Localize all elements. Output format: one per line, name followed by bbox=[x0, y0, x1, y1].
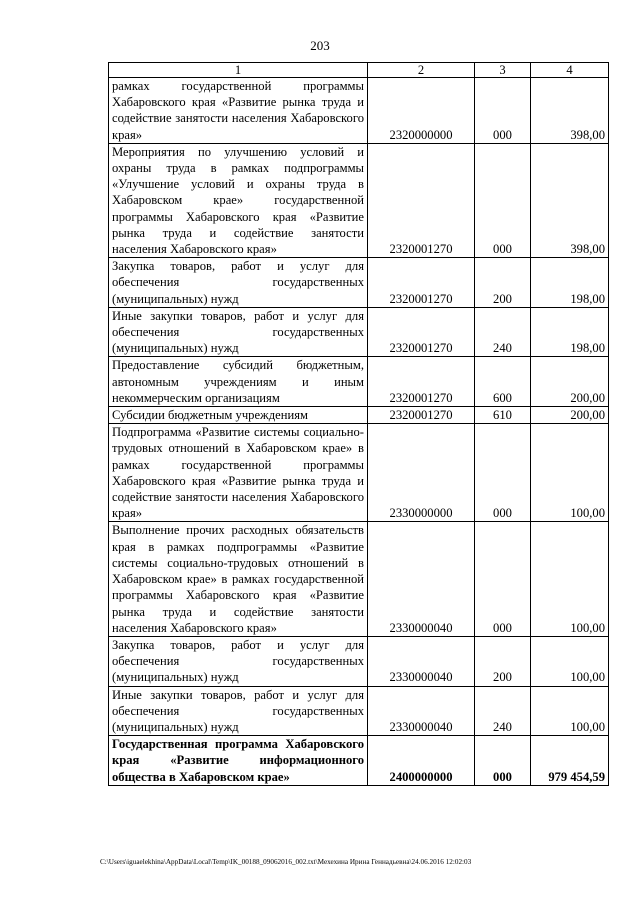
table-row bbox=[109, 143, 609, 257]
table-row bbox=[109, 424, 609, 522]
row-code: 2330000040 bbox=[368, 636, 475, 686]
row-type: 000 bbox=[475, 736, 531, 786]
header-col-3: 3 bbox=[475, 63, 531, 78]
row-name: Мероприятия по улучшению условий и охраны труда в рамках подпрограммы «Улучшение условий и охраны труда в Хабаровском крае» государственной программы Хабаровского края «Развитие рынка труда и содействие занятости населения Хабаровского края» bbox=[109, 143, 368, 257]
row-code: 2320000000 bbox=[368, 78, 475, 144]
table-row bbox=[109, 736, 609, 786]
row-code: 2330000040 bbox=[368, 686, 475, 736]
table-row bbox=[109, 258, 609, 308]
row-type: 600 bbox=[475, 357, 531, 407]
row-sum: 198,00 bbox=[531, 258, 609, 308]
row-type: 610 bbox=[475, 407, 531, 424]
table-header-row bbox=[109, 63, 609, 78]
row-code: 2320001270 bbox=[368, 407, 475, 424]
row-type: 000 bbox=[475, 424, 531, 522]
row-sum: 198,00 bbox=[531, 307, 609, 357]
row-sum: 200,00 bbox=[531, 407, 609, 424]
row-type: 000 bbox=[475, 143, 531, 257]
row-sum: 398,00 bbox=[531, 143, 609, 257]
row-code: 2330000000 bbox=[368, 424, 475, 522]
row-type: 240 bbox=[475, 307, 531, 357]
row-name: Закупка товаров, работ и услуг для обеспечения государственных (муниципальных) нужд bbox=[109, 258, 368, 308]
row-type: 200 bbox=[475, 636, 531, 686]
row-sum: 100,00 bbox=[531, 522, 609, 636]
row-sum: 100,00 bbox=[531, 636, 609, 686]
row-code: 2320001270 bbox=[368, 258, 475, 308]
row-name: рамках государственной программы Хабаровского края «Развитие рынка труда и содействие занятости населения Хабаровского края» bbox=[109, 78, 368, 144]
table-row bbox=[109, 307, 609, 357]
header-col-4: 4 bbox=[531, 63, 609, 78]
row-code: 2320001270 bbox=[368, 357, 475, 407]
budget-table bbox=[108, 62, 609, 786]
table-body bbox=[109, 78, 609, 786]
row-sum: 100,00 bbox=[531, 424, 609, 522]
row-type: 240 bbox=[475, 686, 531, 736]
row-name: Субсидии бюджетным учреждениям bbox=[109, 407, 368, 424]
row-type: 000 bbox=[475, 522, 531, 636]
header-col-2: 2 bbox=[368, 63, 475, 78]
row-sum: 200,00 bbox=[531, 357, 609, 407]
row-type: 200 bbox=[475, 258, 531, 308]
row-type: 000 bbox=[475, 78, 531, 144]
footer-file-path: C:\Users\iguaelekhina\AppData\Local\Temp\IK_00188_09062016_002.txt\Мехехина Ирина Геннадьевна\24.06.2016 12:02:03 bbox=[100, 858, 472, 866]
row-name: Иные закупки товаров, работ и услуг для обеспечения государственных (муниципальных) нужд bbox=[109, 686, 368, 736]
row-sum: 979 454,59 bbox=[531, 736, 609, 786]
table-row bbox=[109, 357, 609, 407]
row-code: 2320001270 bbox=[368, 307, 475, 357]
row-sum: 100,00 bbox=[531, 686, 609, 736]
row-name: Выполнение прочих расходных обязательств края в рамках подпрограммы «Развитие системы социально-трудовых отношений в Хабаровском крае» в рамках государственной программы Хабаровского края «Развитие рынка труда и содействие занятости населения Хабаровского края» bbox=[109, 522, 368, 636]
page-number: 203 bbox=[310, 38, 330, 53]
table-row bbox=[109, 522, 609, 636]
row-name: Государственная программа Хабаровского края «Развитие информационного общества в Хабаровском крае» bbox=[109, 736, 368, 786]
table-row bbox=[109, 636, 609, 686]
row-name: Предоставление субсидий бюджетным, автономным учреждениям и иным некоммерческим организациям bbox=[109, 357, 368, 407]
header-col-1: 1 bbox=[109, 63, 368, 78]
row-code: 2400000000 bbox=[368, 736, 475, 786]
row-sum: 398,00 bbox=[531, 78, 609, 144]
table-row bbox=[109, 407, 609, 424]
row-code: 2330000040 bbox=[368, 522, 475, 636]
row-name: Иные закупки товаров, работ и услуг для обеспечения государственных (муниципальных) нужд bbox=[109, 307, 368, 357]
table-row bbox=[109, 78, 609, 144]
row-name: Закупка товаров, работ и услуг для обеспечения государственных (муниципальных) нужд bbox=[109, 636, 368, 686]
row-code: 2320001270 bbox=[368, 143, 475, 257]
row-name: Подпрограмма «Развитие системы социально-трудовых отношений в Хабаровском крае» в рамках государственной программы Хабаровского края «Развитие рынка труда и содействие занятости населения Хабаровского края» bbox=[109, 424, 368, 522]
table-row bbox=[109, 686, 609, 736]
